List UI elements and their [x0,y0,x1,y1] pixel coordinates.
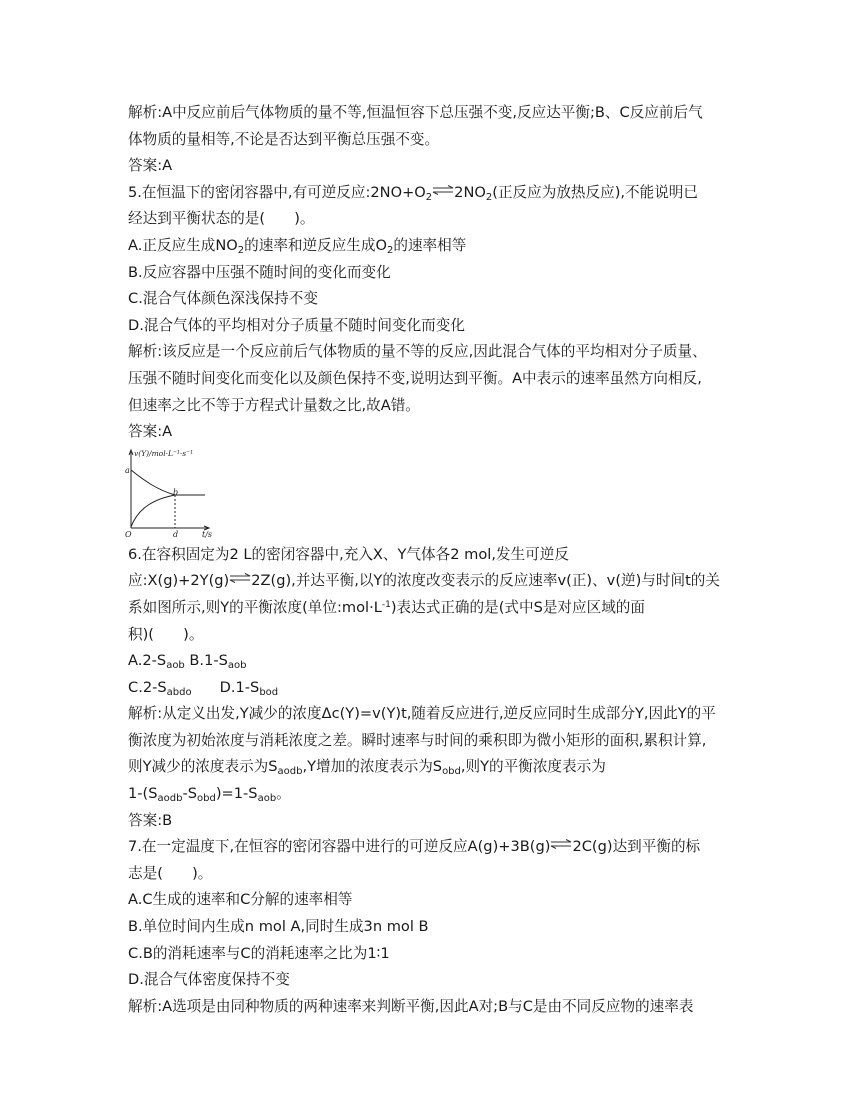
q6-analysis-line-1: 解析:从定义出发,Y减少的浓度Δc(Y)=v(Y)t,随着反应进行,逆反应同时生成部分Y,因此Y的平 [128,705,716,723]
graph-label-d: d [173,529,179,539]
document-body [125,100,738,1020]
q7-option-d: D.混合气体密度保持不变 [128,971,290,989]
equilibrium-arrow-icon [550,839,572,849]
reverse-rate-curve [131,495,175,527]
q4-answer: 答案:A [128,157,173,175]
q6-analysis-line-3: 则Y减少的浓度表示为$S_{aodb},Y$增加的浓度表示为$S_{obd}$,则Y的平衡浓度表示为 [128,758,606,778]
q7-stem-line-1: 7.在一定温度下,在恒容的密闭容器中进行的可逆反应A(g)+3B(g) 2C(g)达到平衡的标 [128,838,701,856]
q6-options-ab: $A.2-S_{aob}$ $B.1-S_{aob}$ [128,652,247,672]
rate-time-graph [124,448,220,540]
q6-stem-line-3: 系如图所示,则Y的平衡浓度(单位$:mol\cdot L^{-1}$)表达式正确的是(式中S是对应区域的面 [128,598,645,616]
q4-analysis-line-2: 体物质的量相等,不论是否达到平衡总压强不变。 [128,130,440,148]
q5-option-c: C.混合气体颜色深浅保持不变 [128,290,318,308]
q7-option-b: B.单位时间内生成n mol A,同时生成3n mol B [128,918,429,936]
q6-stem-line-4: 积)( )。 [128,625,204,643]
equilibrium-arrow-icon [229,573,251,583]
graph-label-o: O [125,529,132,539]
graph-axes [129,450,209,530]
q6-analysis-line-4: $1-(S_{aodb}-S_{obd})=1-S_{aob}$。 [128,785,291,805]
q5-analysis-line-2: 压强不随时间变化而变化以及颜色保持不变,说明达到平衡。A中表示的速率虽然方向相反, [128,369,702,387]
q5-stem-line-2: 经达到平衡状态的是( )。 [128,210,315,228]
q7-option-c: C.B的消耗速率与C的消耗速率之比为1∶1 [128,944,390,962]
q6-stem-line-2: 应:X(g)+2Y(g) 2Z(g),并达平衡,以Y的浓度改变表示的反应速率v(正)、v(逆)与时间t的关 [128,572,720,590]
q5-option-b: B.反应容器中压强不随时间的变化而变化 [128,263,391,281]
q4-analysis-line-1: 解析:A中反应前后气体物质的量不等,恒温恒容下总压强不变,反应达平衡;B、C反应前后气 [128,104,703,121]
q5-stem-line-1: 5.在恒温下的密闭容器中,有可逆反应$:2NO+O_2$ $2NO_2$(正反应为放热反应),不能说明已 [128,183,698,203]
q7-option-a: A.C生成的速率和C分解的速率相等 [128,891,353,909]
graph-label-b: b [173,487,179,497]
graph-label-a: a [125,465,130,475]
q5-option-a: A.正反应生成$NO_2$的速率和逆反应生成$O_2$的速率相等 [128,236,467,256]
forward-rate-curve [131,470,175,495]
q5-answer: 答案:A [128,423,173,441]
q7-stem-line-2: 志是( )。 [128,864,213,882]
q6-stem-line-1: 6.在容积固定为2 L的密闭容器中,充入X、Y气体各2 mol,发生可逆反 [128,545,569,563]
q5-analysis-line-1: 解析:该反应是一个反应前后气体物质的量不等的反应,因此混合气体的平均相对分子质量、 [128,343,707,361]
q6-analysis-line-2: 衡浓度为初始浓度与消耗浓度之差。瞬时速率与时间的乘积即为微小矩形的面积,累积计算, [128,731,707,749]
graph-ylabel: v(Y)/mol·L⁻¹·s⁻¹ [134,448,194,458]
equilibrium-arrow-icon [432,185,454,195]
q6-options-cd: $C.2-S_{abdo}$ $D.1-S_{bod}$ [128,678,279,698]
q7-analysis-line-1: 解析:A选项是由同种物质的两种速率来判断平衡,因此A对;B与C是由不同反应物的速率表 [128,997,694,1015]
q5-analysis-line-3: 但速率之比不等于方程式计量数之比,故A错。 [128,396,420,414]
graph-xlabel: t/s [202,529,213,539]
q5-option-d: D.混合气体的平均相对分子质量不随时间变化而变化 [128,316,465,334]
q6-answer: 答案:B [128,811,173,829]
